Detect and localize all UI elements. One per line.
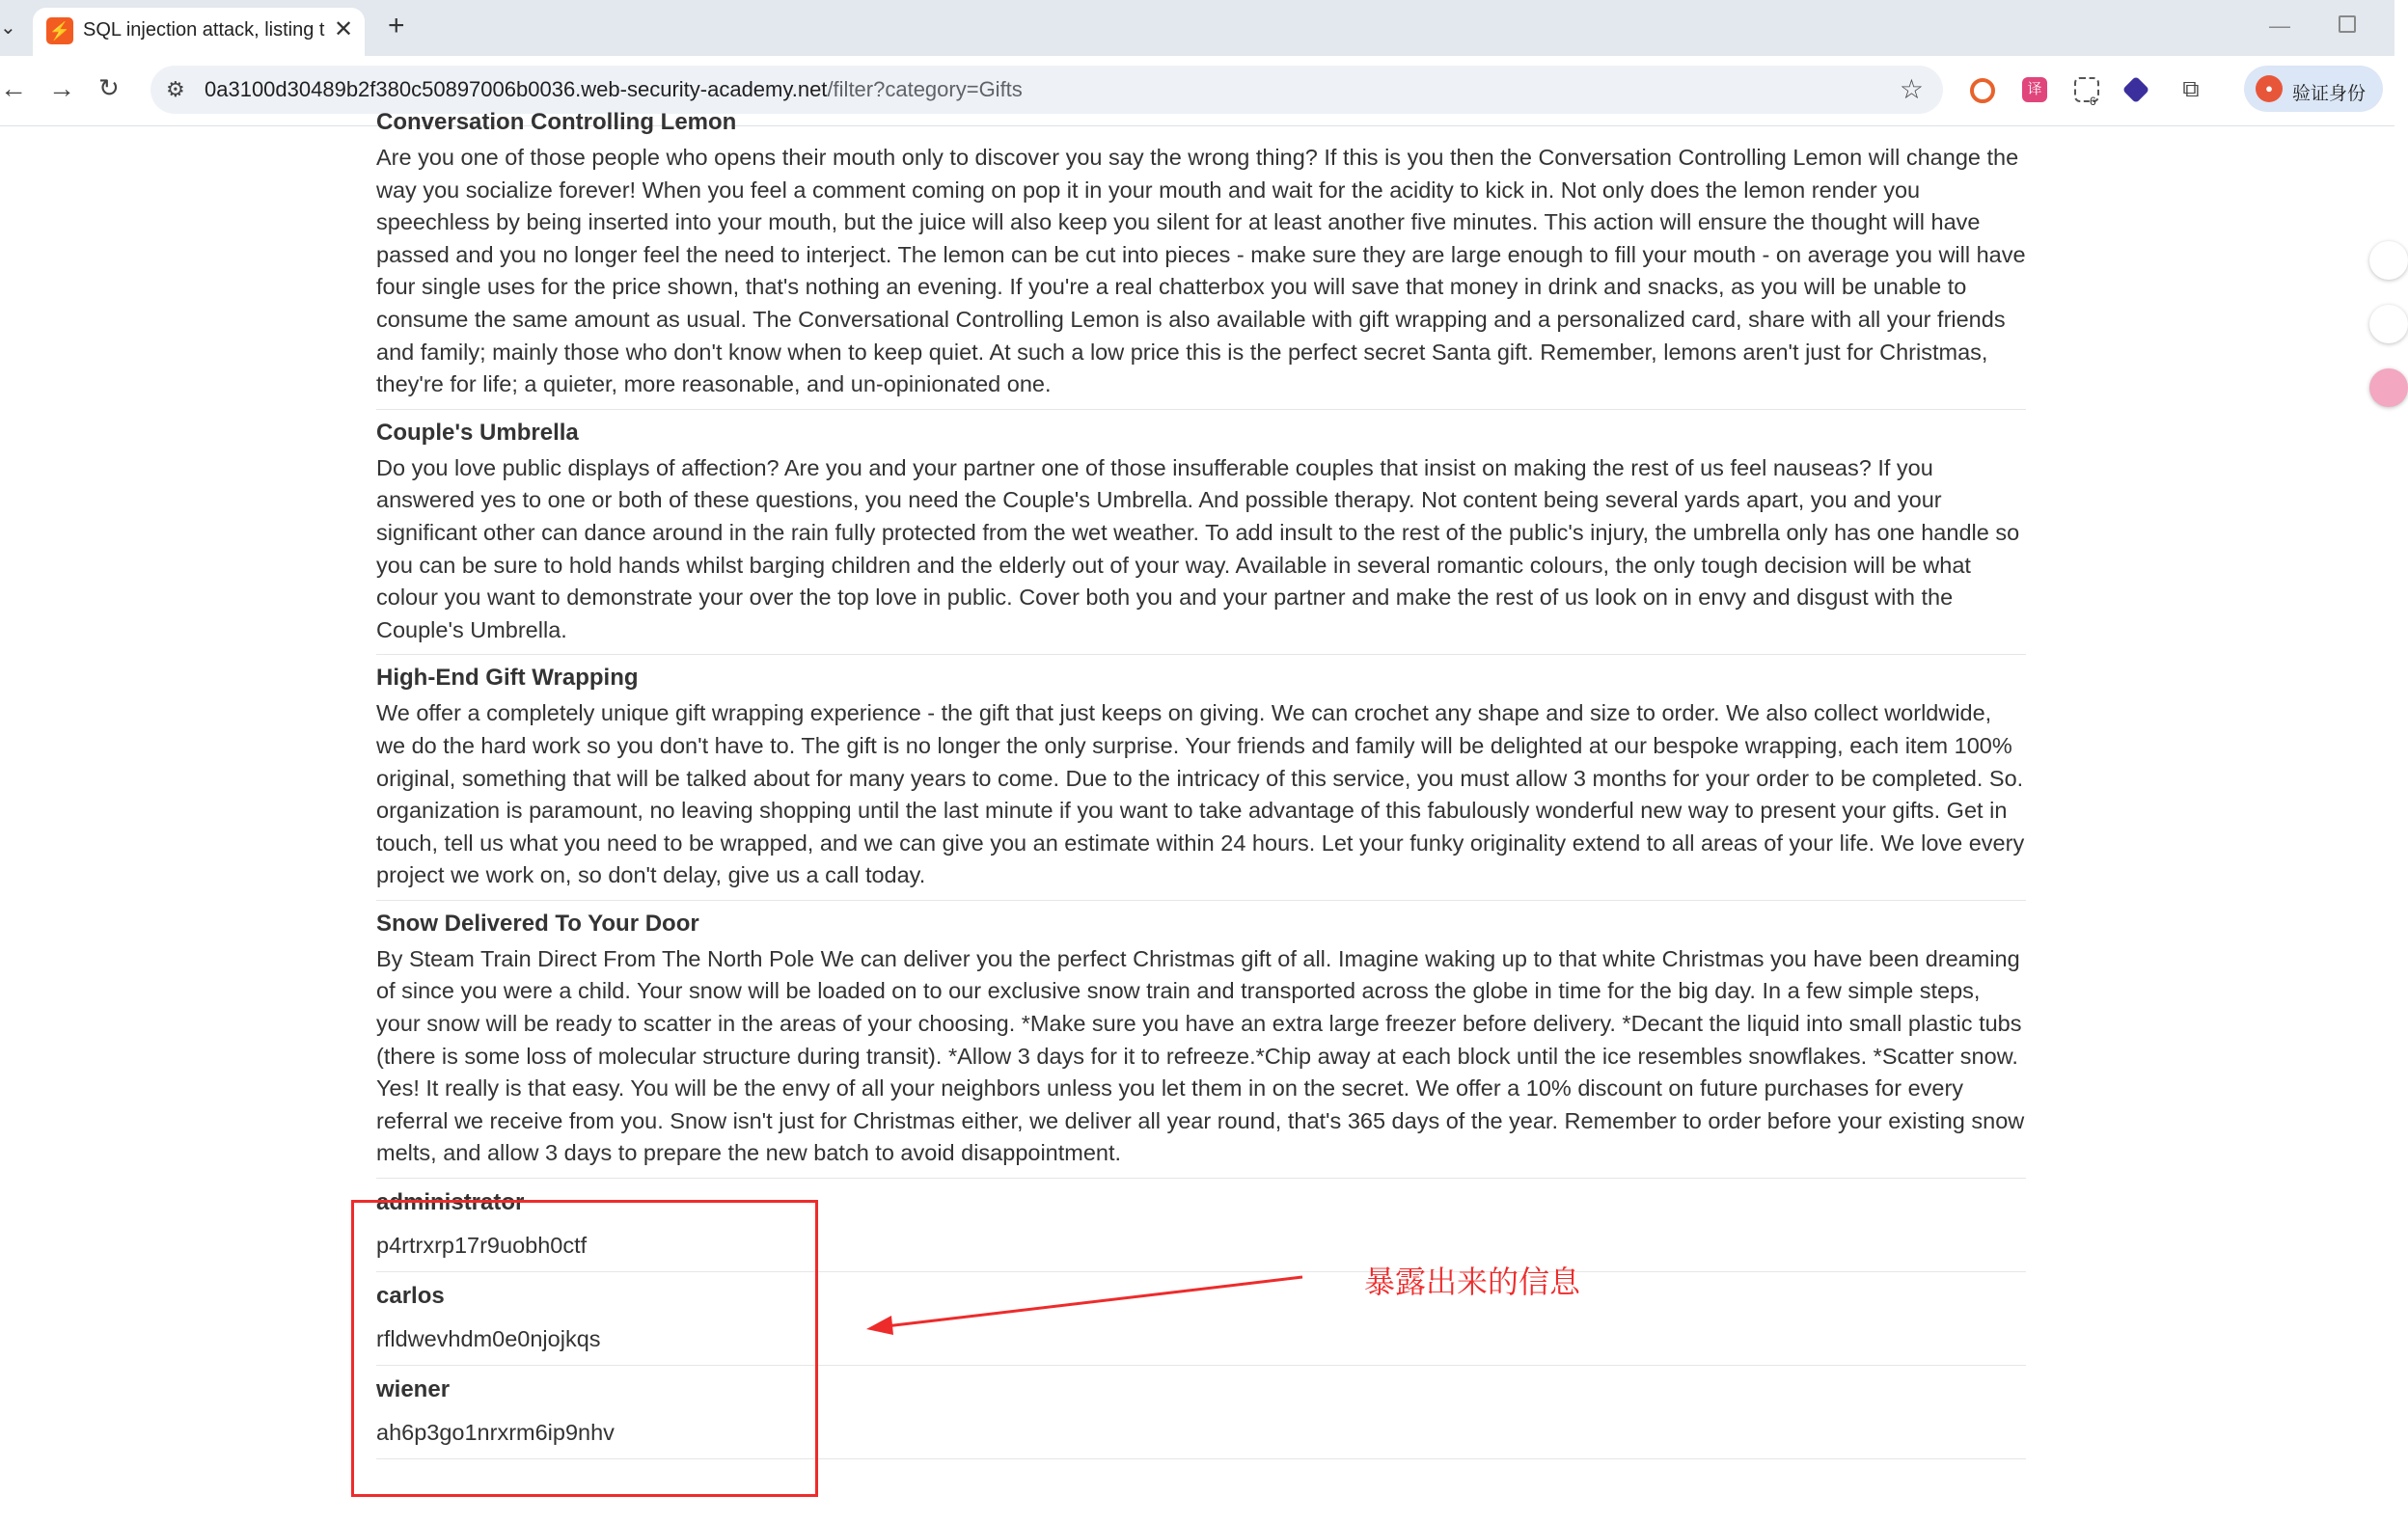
window-restore-icon[interactable]	[2339, 15, 2356, 33]
profile-button[interactable]	[2244, 66, 2383, 112]
product-description: By Steam Train Direct From The North Pole We can deliver you the perfect Christmas gift of all. Imagine waking up to that white Christmas you have been dreaming of since you were a child. Your snow will be loaded on to our exclusive snow train and transported across the globe in time for the big day. In a few simple steps, your snow will be ready to scatter in the areas of your choosing. *Make sure you have an extra large freezer before delivery. *Decant the liquid into small plastic tubs (there is some loss of molecular structure during transit). *Allow 3 days for it to refreeze.*Chip away at each block until the ice resembles snowflakes. *Scatter snow. Yes! It really is that easy. You will be the envy of all your neighbors unless you let them in on the secret. We offer a 10% discount on future purchases for every referral we receive from you. Snow isn't just for Christmas either, we deliver all year round, that's 365 days of the year. Remember to order before your existing snow melts, and allow 3 days to prepare the new batch to avoid disappointment.	[376, 945, 2025, 1166]
forward-arrow-icon[interactable]: →	[48, 73, 75, 103]
url-path: /filter?category=Gifts	[827, 77, 1023, 101]
extension-translate-icon[interactable]: 译	[2022, 77, 2047, 102]
new-tab-plus-icon[interactable]: +	[388, 10, 405, 41]
credential-password: rfldwevhdm0e0njojkqs	[376, 1326, 601, 1352]
address-bar[interactable]	[150, 66, 1943, 114]
extension-screenshot-icon[interactable]	[2074, 77, 2099, 108]
window-minimize-icon[interactable]: —	[2269, 14, 2290, 38]
extensions-puzzle-icon[interactable]: ⧉	[2178, 77, 2203, 102]
divider	[376, 409, 2026, 410]
product-item	[376, 420, 2026, 647]
product-item	[376, 109, 2026, 401]
product-description: Are you one of those people who opens their mouth only to discover you say the wrong thing? If this is you then the Conversation Controlling Lemon will change the way you socialize forever! When you feel a comment coming on pop it in your mouth and wait for the acidity to kick in. Not only does the lemon render you speechless by being inserted into your mouth, but the juice will also keep you silent for at least another five minutes. This action will ensure the thought will have passed and you no longer feel the need to interject. The lemon can be cut into pieces - make sure they are large enough to fill your mouth - on average you will have four single uses for the price shown, that's nothing an evening. If you're a real chatterbox you will save that money in drink and snacks, as you will be unable to consume the same amount as usual. The Conversational Controlling Lemon is also available with gift wrapping and a personalized card, share with all your friends and family; mainly those who don't know when to keep quiet. At such a low price this is the perfect secret Santa gift. Remember, lemons aren't just for Christmas, they're for life; a quieter, more reasonable, and un-opinionated one.	[376, 145, 2026, 397]
product-description: Do you love public displays of affection? Are you and your partner one of those insufferable couples that insist on making the rest of us feel nauseas? If you answered yes to one or both of these questions, you need the Couple's Umbrella. And possible therapy. Not content being several yards apart, you and your significant other can dance around in the rain fully protected from the wet weather. To add insult to the rest of the public's injury, the umbrella only has one handle so you can be sure to hold hands whilst barging children and the elderly out of your way. Available in several romantic colours, the only tough decision will be what colour you want to demonstrate your over the top love in public. Cover both you and your partner and make the rest of us look on in envy and disgust with the Couple's Umbrella.	[376, 454, 2020, 642]
divider	[376, 654, 2026, 655]
annotation-arrow-icon	[849, 1264, 1312, 1341]
tab-title: SQL injection attack, listing t	[83, 19, 325, 41]
site-info-icon[interactable]: ⚙	[166, 77, 185, 101]
product-item	[376, 665, 2026, 892]
avatar: ●	[2256, 75, 2283, 102]
gift-widget-icon[interactable]	[2369, 241, 2408, 280]
back-arrow-icon[interactable]: ←	[0, 73, 27, 103]
annotation-label: 暴露出来的信息	[1364, 1265, 1581, 1299]
grid-widget-icon[interactable]	[2369, 305, 2408, 343]
product-name: Conversation Controlling Lemon	[376, 109, 737, 135]
credential-password: ah6p3go1nrxrm6ip9nhv	[376, 1420, 615, 1446]
bookmark-star-icon[interactable]: ☆	[1899, 74, 1924, 104]
extension-orange-ring-icon[interactable]	[1970, 78, 1995, 103]
address-url[interactable]	[205, 77, 1023, 102]
product-name: High-End Gift Wrapping	[376, 665, 639, 692]
annotation-highlight-box	[351, 1200, 818, 1497]
active-tab[interactable]	[33, 8, 365, 56]
credential-password: p4rtrxrp17r9uobh0ctf	[376, 1233, 588, 1259]
chat-widget-icon[interactable]	[2369, 368, 2408, 407]
credential-username: administrator	[376, 1189, 525, 1216]
tab-search-chevron-icon[interactable]: ⌄	[0, 17, 16, 39]
product-description: We offer a completely unique gift wrapping experience - the gift that just keeps on giving. We can crochet any shape and size to order. We also collect worldwide, we do the hard work so you don't have to. The gift is no longer the only surprise. Your friends and family will be delighted at our bespoke wrapping, each item 100% original, something that will be talked about for many years to come. Due to the intricacy of this service, you must allow 3 months for your order to be completed. So. organization is paramount, no leaving shopping until the last minute if you want to take advantage of this fabulously wonderful new way to present your gifts. Get in touch, tell us what you need to be wrapped, and we can give you an estimate within 24 hours. Let your funky originality extend to all areas of your life. We love every project we work on, so don't delay, give us a call today.	[376, 700, 2025, 888]
portswigger-favicon-icon: ⚡	[46, 17, 73, 44]
divider	[376, 900, 2026, 901]
tab-close-icon[interactable]: ✕	[334, 16, 354, 42]
url-host: 0a3100d30489b2f380c50897006b0036.web-security-academy.net	[205, 77, 828, 101]
profile-label: 验证身份	[2292, 84, 2367, 104]
product-item	[376, 911, 2026, 1170]
product-name: Couple's Umbrella	[376, 419, 579, 446]
product-name: Snow Delivered To Your Door	[376, 910, 699, 937]
extension-badge: 6	[2090, 95, 2096, 108]
extension-layers-icon[interactable]	[2122, 76, 2149, 103]
tab-strip	[0, 0, 2394, 56]
credential-username: carlos	[376, 1283, 445, 1310]
divider	[376, 1178, 2026, 1179]
credential-username: wiener	[376, 1376, 451, 1403]
reload-icon[interactable]: ↻	[98, 73, 120, 102]
